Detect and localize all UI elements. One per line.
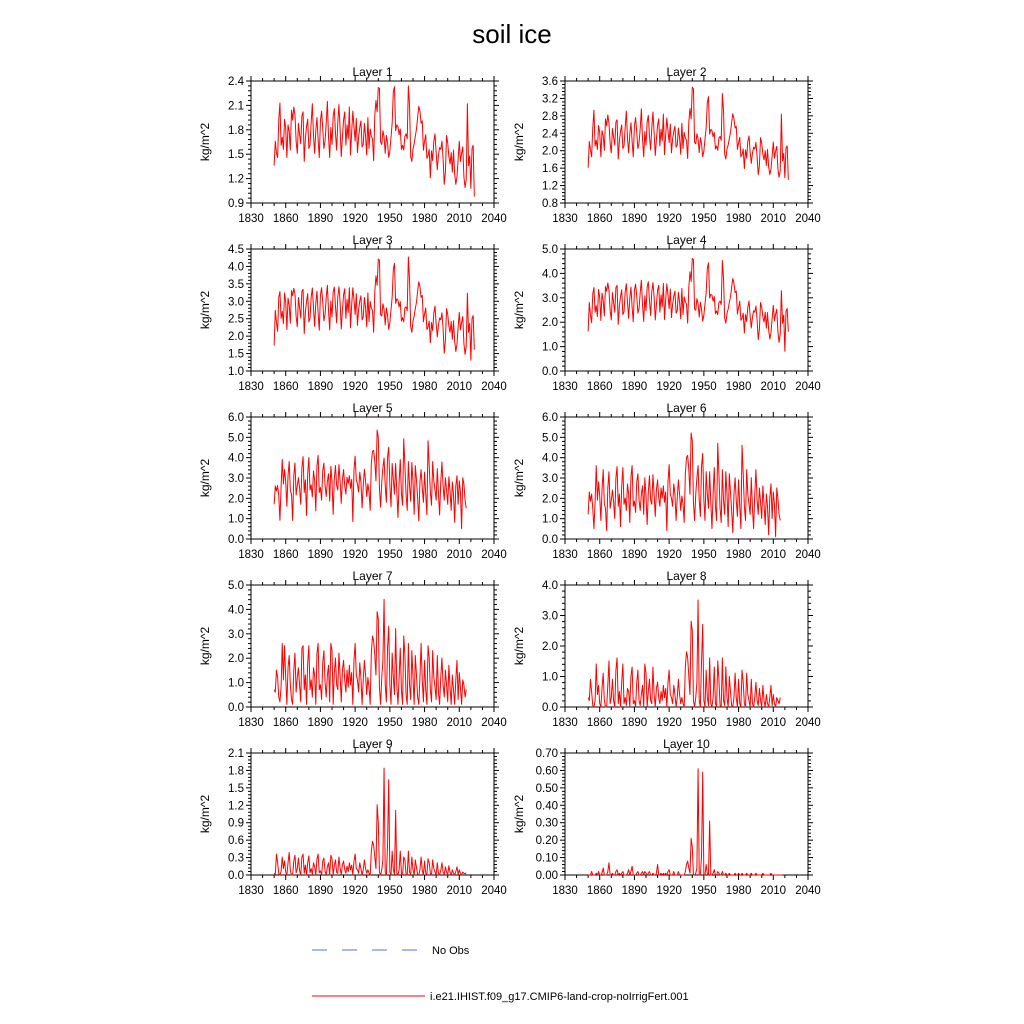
legend xyxy=(312,945,689,1003)
x-tick-label: 1830 xyxy=(238,717,264,729)
series-line xyxy=(588,600,780,707)
x-tick-label: 2010 xyxy=(446,213,473,225)
x-tick-label: 1980 xyxy=(725,549,752,561)
y-tick-label: 4.5 xyxy=(228,244,244,256)
x-tick-label: 1890 xyxy=(307,213,334,225)
x-tick-label: 1950 xyxy=(691,885,717,897)
x-tick-label: 1980 xyxy=(411,717,438,729)
y-tick-label: 1.8 xyxy=(228,765,244,778)
series-line xyxy=(588,433,780,537)
legend-no-obs-label: No Obs xyxy=(432,945,470,957)
x-tick-label: 1920 xyxy=(656,549,682,561)
chart-panel-4 xyxy=(512,233,821,393)
panel-title: Layer 1 xyxy=(352,65,393,79)
y-tick-label: 2.0 xyxy=(542,317,558,330)
y-tick-label: 0.60 xyxy=(535,765,558,778)
y-tick-label: 0.30 xyxy=(535,817,558,830)
y-tick-label: 2.0 xyxy=(542,641,558,653)
x-tick-label: 1860 xyxy=(272,549,299,561)
x-tick-label: 1950 xyxy=(691,381,717,393)
y-tick-label: 3.2 xyxy=(542,93,558,106)
y-axis-label: kg/m^2 xyxy=(512,122,526,162)
x-tick-label: 1860 xyxy=(272,381,299,393)
x-tick-label: 1830 xyxy=(238,381,264,393)
panel-title: Layer 6 xyxy=(666,401,707,415)
panel-title: Layer 8 xyxy=(666,569,707,583)
x-tick-label: 2040 xyxy=(481,549,507,561)
series-line xyxy=(274,257,474,360)
y-tick-label: 4.0 xyxy=(542,268,558,281)
x-tick-label: 2040 xyxy=(481,213,507,225)
x-tick-label: 1980 xyxy=(411,381,438,393)
x-tick-label: 2010 xyxy=(760,549,787,561)
y-tick-label: 2.1 xyxy=(228,100,244,113)
chart-panel-3 xyxy=(198,233,507,393)
y-tick-label: 1.0 xyxy=(542,341,558,354)
y-tick-label: 2.0 xyxy=(542,493,558,506)
x-tick-label: 1890 xyxy=(621,381,648,393)
x-tick-label: 1950 xyxy=(377,381,403,393)
x-tick-label: 1920 xyxy=(656,381,682,393)
x-tick-label: 1920 xyxy=(656,885,682,897)
y-tick-label: 3.0 xyxy=(542,473,558,485)
panel-title: Layer 9 xyxy=(352,737,393,751)
y-tick-label: 1.0 xyxy=(228,677,244,690)
chart-panel-8 xyxy=(512,569,821,729)
y-tick-label: 1.6 xyxy=(542,163,558,176)
x-tick-label: 2010 xyxy=(760,885,787,897)
y-tick-label: 3.0 xyxy=(228,628,244,641)
y-tick-label: 0.10 xyxy=(535,852,558,865)
x-tick-label: 1890 xyxy=(621,885,648,897)
y-axis-label: kg/m^2 xyxy=(512,794,526,834)
x-tick-label: 1890 xyxy=(307,381,334,393)
y-tick-label: 3.6 xyxy=(542,76,558,88)
y-tick-label: 5.0 xyxy=(228,580,244,592)
y-tick-label: 0.6 xyxy=(228,835,244,848)
x-tick-label: 1980 xyxy=(725,381,752,393)
x-tick-label: 1830 xyxy=(238,213,264,225)
y-tick-label: 0.8 xyxy=(542,198,558,210)
x-tick-label: 1860 xyxy=(272,213,299,225)
y-axis-label: kg/m^2 xyxy=(198,290,212,330)
x-tick-label: 2040 xyxy=(795,885,821,897)
x-tick-label: 1830 xyxy=(238,885,264,897)
y-tick-label: 1.0 xyxy=(228,513,244,526)
x-tick-label: 1830 xyxy=(552,885,578,897)
x-tick-label: 1860 xyxy=(272,717,299,729)
x-tick-label: 1830 xyxy=(552,381,578,393)
series-line xyxy=(588,259,788,352)
y-tick-label: 1.5 xyxy=(228,149,244,162)
panel-title: Layer 7 xyxy=(352,569,393,583)
x-tick-label: 1920 xyxy=(656,213,682,225)
y-tick-label: 3.0 xyxy=(542,292,558,305)
panel-title: Layer 4 xyxy=(666,233,707,247)
panel-title: Layer 5 xyxy=(352,401,393,415)
y-tick-label: 0.50 xyxy=(535,782,558,795)
x-tick-label: 1890 xyxy=(621,717,648,729)
y-axis-label: kg/m^2 xyxy=(512,626,526,666)
x-tick-label: 1860 xyxy=(586,885,613,897)
y-tick-label: 0.20 xyxy=(535,835,558,848)
x-tick-label: 1920 xyxy=(342,549,368,561)
chart-panel-2 xyxy=(512,65,821,225)
x-tick-label: 2040 xyxy=(481,717,507,729)
x-tick-label: 1980 xyxy=(411,549,438,561)
x-tick-label: 2040 xyxy=(795,549,821,561)
x-tick-label: 2010 xyxy=(760,717,787,729)
y-tick-label: 1.2 xyxy=(228,800,244,813)
x-tick-label: 1890 xyxy=(307,549,334,561)
x-tick-label: 1980 xyxy=(725,885,752,897)
y-tick-label: 1.8 xyxy=(228,124,244,137)
y-tick-label: 0.00 xyxy=(535,870,558,882)
y-tick-label: 0.0 xyxy=(542,534,558,546)
panels-group xyxy=(198,65,821,897)
y-tick-label: 3.5 xyxy=(228,278,244,291)
x-tick-label: 1950 xyxy=(691,213,717,225)
x-tick-label: 2040 xyxy=(795,717,821,729)
x-tick-label: 1830 xyxy=(238,549,264,561)
panel-title: Layer 10 xyxy=(663,737,710,751)
x-tick-label: 1950 xyxy=(691,717,717,729)
y-tick-label: 1.0 xyxy=(542,513,558,526)
x-tick-label: 1920 xyxy=(342,213,368,225)
chart-panel-10 xyxy=(512,737,821,897)
y-tick-label: 2.0 xyxy=(542,145,558,158)
x-tick-label: 1860 xyxy=(272,885,299,897)
y-axis-label: kg/m^2 xyxy=(512,290,526,330)
y-tick-label: 5.0 xyxy=(228,432,244,445)
series-line xyxy=(274,86,474,197)
x-tick-label: 1890 xyxy=(307,717,334,729)
chart-panel-1 xyxy=(198,65,507,225)
legend-model-label: i.e21.IHIST.f09_g17.CMIP6-land-crop-noIrrigFert.001 xyxy=(430,991,689,1003)
y-tick-label: 0.0 xyxy=(228,534,244,546)
y-tick-label: 2.0 xyxy=(228,653,244,666)
plot-frame xyxy=(251,753,494,875)
series-line xyxy=(274,430,466,529)
y-tick-label: 0.0 xyxy=(228,702,244,714)
y-tick-label: 1.0 xyxy=(228,366,244,378)
x-tick-label: 2010 xyxy=(760,213,787,225)
y-axis-label: kg/m^2 xyxy=(198,122,212,162)
x-tick-label: 2010 xyxy=(446,381,473,393)
y-tick-label: 5.0 xyxy=(542,244,558,256)
y-tick-label: 0.0 xyxy=(542,702,558,714)
y-tick-label: 2.8 xyxy=(542,110,558,123)
y-tick-label: 6.0 xyxy=(542,412,558,424)
y-tick-label: 2.0 xyxy=(228,331,244,344)
y-tick-label: 4.0 xyxy=(228,261,244,274)
y-tick-label: 5.0 xyxy=(542,432,558,445)
y-tick-label: 0.0 xyxy=(542,366,558,378)
x-tick-label: 1890 xyxy=(621,549,648,561)
chart-panel-5 xyxy=(198,401,507,561)
x-tick-label: 1890 xyxy=(307,885,334,897)
x-tick-label: 1980 xyxy=(725,717,752,729)
x-tick-label: 1830 xyxy=(552,213,578,225)
panel-title: Layer 2 xyxy=(666,65,707,79)
series-line xyxy=(274,768,466,875)
x-tick-label: 1860 xyxy=(586,381,613,393)
x-tick-label: 1920 xyxy=(342,381,368,393)
x-tick-label: 1860 xyxy=(586,213,613,225)
chart-panel-7 xyxy=(198,569,507,729)
x-tick-label: 2040 xyxy=(481,885,507,897)
y-tick-label: 4.0 xyxy=(228,604,244,617)
y-tick-label: 0.9 xyxy=(228,198,244,210)
y-tick-label: 2.5 xyxy=(228,313,244,326)
y-tick-label: 4.0 xyxy=(228,452,244,465)
chart-panel-9 xyxy=(198,737,507,897)
y-tick-label: 0.40 xyxy=(535,800,558,813)
y-tick-label: 2.1 xyxy=(228,748,244,760)
series-line xyxy=(274,599,466,704)
x-tick-label: 1830 xyxy=(552,717,578,729)
y-tick-label: 4.0 xyxy=(542,580,558,592)
y-tick-label: 3.0 xyxy=(542,610,558,623)
x-tick-label: 2010 xyxy=(446,885,473,897)
x-tick-label: 1950 xyxy=(377,885,403,897)
y-axis-label: kg/m^2 xyxy=(198,794,212,834)
y-tick-label: 3.0 xyxy=(228,296,244,309)
y-tick-label: 2.4 xyxy=(228,76,244,88)
y-tick-label: 1.2 xyxy=(542,180,558,193)
y-tick-label: 0.0 xyxy=(228,870,244,882)
y-tick-label: 1.5 xyxy=(228,782,244,795)
y-axis-label: kg/m^2 xyxy=(198,458,212,498)
x-tick-label: 1950 xyxy=(377,717,403,729)
x-tick-label: 2040 xyxy=(795,381,821,393)
plot-frame xyxy=(565,753,808,875)
y-axis-label: kg/m^2 xyxy=(198,626,212,666)
y-tick-label: 6.0 xyxy=(228,412,244,424)
y-tick-label: 2.0 xyxy=(228,493,244,506)
x-tick-label: 2010 xyxy=(760,381,787,393)
y-tick-label: 2.4 xyxy=(542,128,558,141)
y-tick-label: 1.0 xyxy=(542,671,558,684)
x-tick-label: 1950 xyxy=(377,213,403,225)
y-axis-label: kg/m^2 xyxy=(512,458,526,498)
y-tick-label: 1.5 xyxy=(228,348,244,361)
x-tick-label: 1920 xyxy=(342,885,368,897)
y-tick-label: 0.3 xyxy=(228,852,244,865)
x-tick-label: 1890 xyxy=(621,213,648,225)
x-tick-label: 2010 xyxy=(446,549,473,561)
panel-title: Layer 3 xyxy=(352,233,393,247)
x-tick-label: 1860 xyxy=(586,549,613,561)
x-tick-label: 1950 xyxy=(377,549,403,561)
plot-frame xyxy=(565,417,808,539)
x-tick-label: 1920 xyxy=(656,717,682,729)
x-tick-label: 1980 xyxy=(725,213,752,225)
x-tick-label: 1980 xyxy=(411,213,438,225)
x-tick-label: 1830 xyxy=(552,549,578,561)
y-tick-label: 3.0 xyxy=(228,473,244,485)
x-tick-label: 1920 xyxy=(342,717,368,729)
y-tick-label: 4.0 xyxy=(542,452,558,465)
x-tick-label: 2040 xyxy=(795,213,821,225)
y-tick-label: 1.2 xyxy=(228,173,244,186)
chart-panel-6 xyxy=(512,401,821,561)
x-tick-label: 2040 xyxy=(481,381,507,393)
y-tick-label: 0.9 xyxy=(228,817,244,830)
figure-title: soil ice xyxy=(472,19,552,49)
x-tick-label: 1860 xyxy=(586,717,613,729)
x-tick-label: 1980 xyxy=(411,885,438,897)
y-tick-label: 0.70 xyxy=(535,748,558,760)
series-line xyxy=(588,769,782,875)
x-tick-label: 2010 xyxy=(446,717,473,729)
series-line xyxy=(588,87,788,180)
x-tick-label: 1950 xyxy=(691,549,717,561)
